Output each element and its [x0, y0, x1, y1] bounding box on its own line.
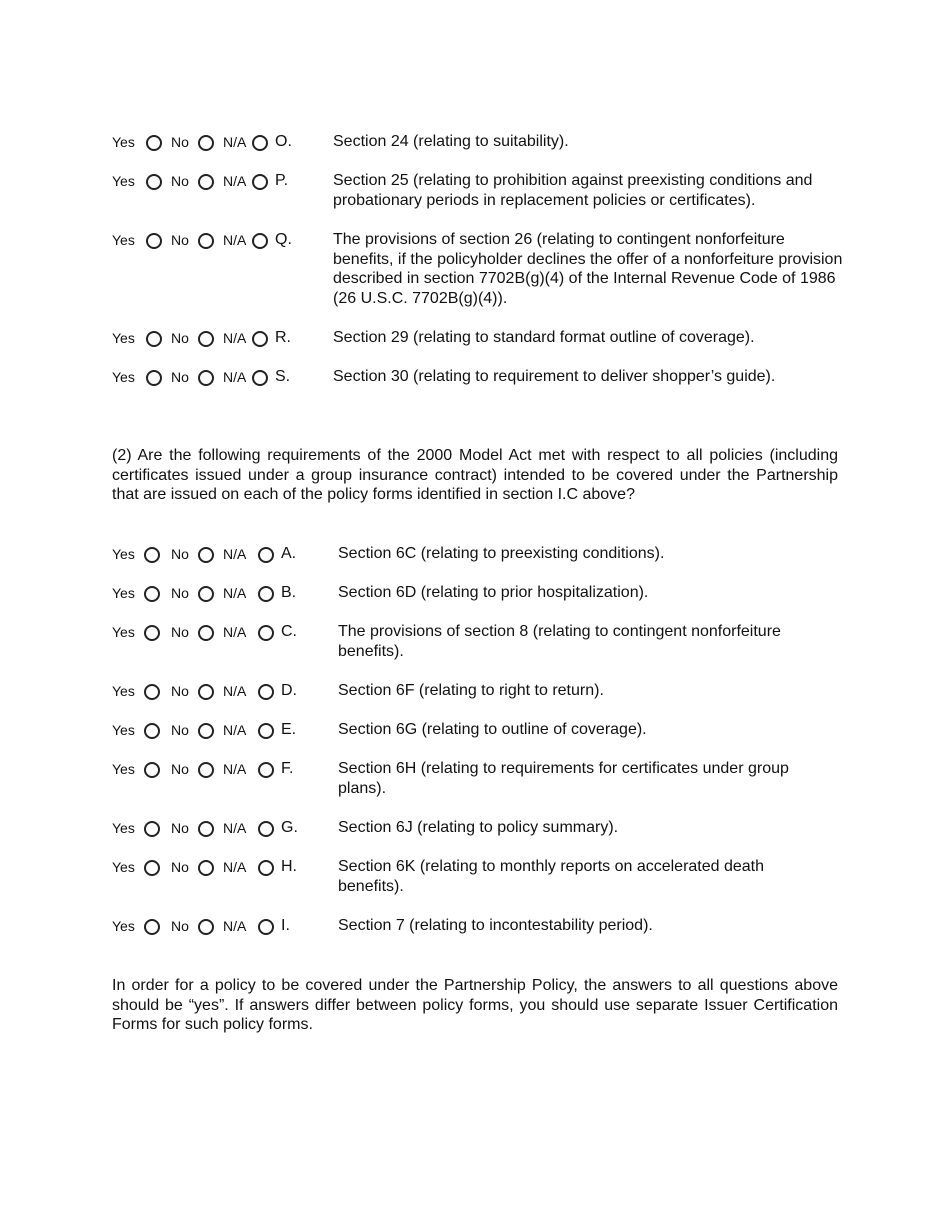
item-description: Section 6K (relating to monthly reports on accelerated death benefits). [338, 858, 765, 895]
no-radio-button[interactable] [198, 684, 214, 700]
no-label: No [171, 859, 189, 875]
yes-label: Yes [112, 546, 135, 562]
na-radio-button[interactable] [252, 233, 268, 249]
no-radio-button[interactable] [198, 547, 214, 563]
na-radio-button[interactable] [258, 919, 274, 935]
no-label: No [171, 546, 189, 562]
na-label: N/A [223, 134, 247, 150]
na-radio-button[interactable] [258, 860, 274, 876]
item-description: Section 6G (relating to outline of coverage). [338, 721, 647, 738]
yes-radio-button[interactable] [146, 135, 162, 151]
na-radio-button[interactable] [258, 762, 274, 778]
item-letter: S. [275, 368, 291, 385]
no-radio-button[interactable] [198, 625, 214, 641]
item-letter: I. [281, 917, 290, 934]
yes-radio-button[interactable] [144, 586, 160, 602]
yes-label: Yes [112, 369, 135, 385]
item-letter: O. [275, 133, 292, 150]
item-description: Section 6H (relating to requirements for certificates under group plans). [338, 760, 789, 797]
na-radio-button[interactable] [258, 547, 274, 563]
na-radio-button[interactable] [258, 723, 274, 739]
na-radio-button[interactable] [252, 135, 268, 151]
item-letter: A. [281, 545, 297, 562]
no-radio-button[interactable] [198, 919, 214, 935]
item-description: Section 7 (relating to incontestability period). [338, 917, 653, 934]
no-label: No [171, 585, 189, 601]
yes-label: Yes [112, 624, 135, 640]
yes-label: Yes [112, 722, 135, 738]
no-radio-button[interactable] [198, 331, 214, 347]
no-radio-button[interactable] [198, 723, 214, 739]
no-label: No [171, 173, 189, 189]
item-letter: B. [281, 584, 297, 601]
question-row [0, 368, 950, 448]
item-letter: H. [281, 858, 297, 875]
na-label: N/A [223, 722, 247, 738]
item-description: Section 29 (relating to standard format outline of coverage). [333, 329, 755, 346]
item-letter: G. [281, 819, 298, 836]
na-radio-button[interactable] [258, 821, 274, 837]
na-radio-button[interactable] [258, 684, 274, 700]
yes-radio-button[interactable] [146, 233, 162, 249]
yes-radio-button[interactable] [144, 919, 160, 935]
question-row [0, 231, 950, 311]
item-letter: P. [275, 172, 289, 189]
no-radio-button[interactable] [198, 174, 214, 190]
item-description: Section 6C (relating to preexisting conditions). [338, 545, 665, 562]
yes-label: Yes [112, 232, 135, 248]
na-label: N/A [223, 683, 247, 699]
na-label: N/A [223, 820, 247, 836]
item-letter: C. [281, 623, 297, 640]
yes-radio-button[interactable] [144, 821, 160, 837]
no-label: No [171, 624, 189, 640]
yes-label: Yes [112, 761, 135, 777]
na-label: N/A [223, 761, 247, 777]
yes-radio-button[interactable] [146, 331, 162, 347]
item-letter: E. [281, 721, 297, 738]
item-letter: F. [281, 760, 294, 777]
yes-label: Yes [112, 585, 135, 601]
no-label: No [171, 683, 189, 699]
no-radio-button[interactable] [198, 860, 214, 876]
na-radio-button[interactable] [258, 586, 274, 602]
item-description: The provisions of section 26 (relating to contingent nonforfeiture benefits, if the policyholder declines the offer of a nonforfeiture provision described in section 7702B(g)(4) of the Internal Revenue Code of 1986 (26 U.S.C. 7702B(g)(4)). [333, 231, 843, 307]
yes-radio-button[interactable] [144, 684, 160, 700]
question-two-paragraph: (2) Are the following requirements of the 2000 Model Act met with respect to all policies (including certificates issued under a group insurance contract) intended to be covered under the Partnership that are issued on each of the policy forms identified in section I.C above? [112, 447, 838, 503]
na-label: N/A [223, 585, 247, 601]
na-label: N/A [223, 546, 247, 562]
no-radio-button[interactable] [198, 370, 214, 386]
na-label: N/A [223, 624, 247, 640]
na-label: N/A [223, 859, 247, 875]
na-label: N/A [223, 173, 247, 189]
closing-note-paragraph: In order for a policy to be covered under the Partnership Policy, the answers to all questions above should be “yes”. If answers differ between policy forms, you should use separate Issuer Certification Forms for such policy forms. [112, 977, 838, 1033]
na-label: N/A [223, 232, 247, 248]
no-label: No [171, 369, 189, 385]
no-label: No [171, 918, 189, 934]
na-radio-button[interactable] [252, 331, 268, 347]
yes-label: Yes [112, 918, 135, 934]
yes-label: Yes [112, 173, 135, 189]
no-label: No [171, 232, 189, 248]
yes-radio-button[interactable] [144, 625, 160, 641]
no-label: No [171, 820, 189, 836]
no-radio-button[interactable] [198, 135, 214, 151]
no-label: No [171, 722, 189, 738]
yes-radio-button[interactable] [144, 762, 160, 778]
na-label: N/A [223, 918, 247, 934]
item-description: Section 6J (relating to policy summary). [338, 819, 619, 836]
item-letter: Q. [275, 231, 292, 248]
yes-radio-button[interactable] [144, 723, 160, 739]
item-description: The provisions of section 8 (relating to contingent nonforfeiture benefits). [338, 623, 781, 660]
item-description: Section 30 (relating to requirement to deliver shopper’s guide). [333, 368, 776, 385]
no-label: No [171, 134, 189, 150]
item-letter: R. [275, 329, 291, 346]
item-description: Section 6F (relating to right to return). [338, 682, 604, 699]
yes-label: Yes [112, 820, 135, 836]
no-radio-button[interactable] [198, 762, 214, 778]
no-label: No [171, 761, 189, 777]
item-description: Section 6D (relating to prior hospitalization). [338, 584, 649, 601]
yes-label: Yes [112, 683, 135, 699]
item-description: Section 24 (relating to suitability). [333, 133, 569, 150]
yes-radio-button[interactable] [146, 174, 162, 190]
na-radio-button[interactable] [252, 370, 268, 386]
na-label: N/A [223, 330, 247, 346]
item-description: Section 25 (relating to prohibition against preexisting conditions and probationary periods in replacement policies or certificates). [333, 172, 813, 209]
na-radio-button[interactable] [258, 625, 274, 641]
item-letter: D. [281, 682, 297, 699]
no-radio-button[interactable] [198, 586, 214, 602]
no-radio-button[interactable] [198, 821, 214, 837]
na-radio-button[interactable] [252, 174, 268, 190]
yes-radio-button[interactable] [146, 370, 162, 386]
no-label: No [171, 330, 189, 346]
yes-label: Yes [112, 330, 135, 346]
no-radio-button[interactable] [198, 233, 214, 249]
yes-radio-button[interactable] [144, 547, 160, 563]
na-label: N/A [223, 369, 247, 385]
yes-label: Yes [112, 134, 135, 150]
yes-label: Yes [112, 859, 135, 875]
yes-radio-button[interactable] [144, 860, 160, 876]
